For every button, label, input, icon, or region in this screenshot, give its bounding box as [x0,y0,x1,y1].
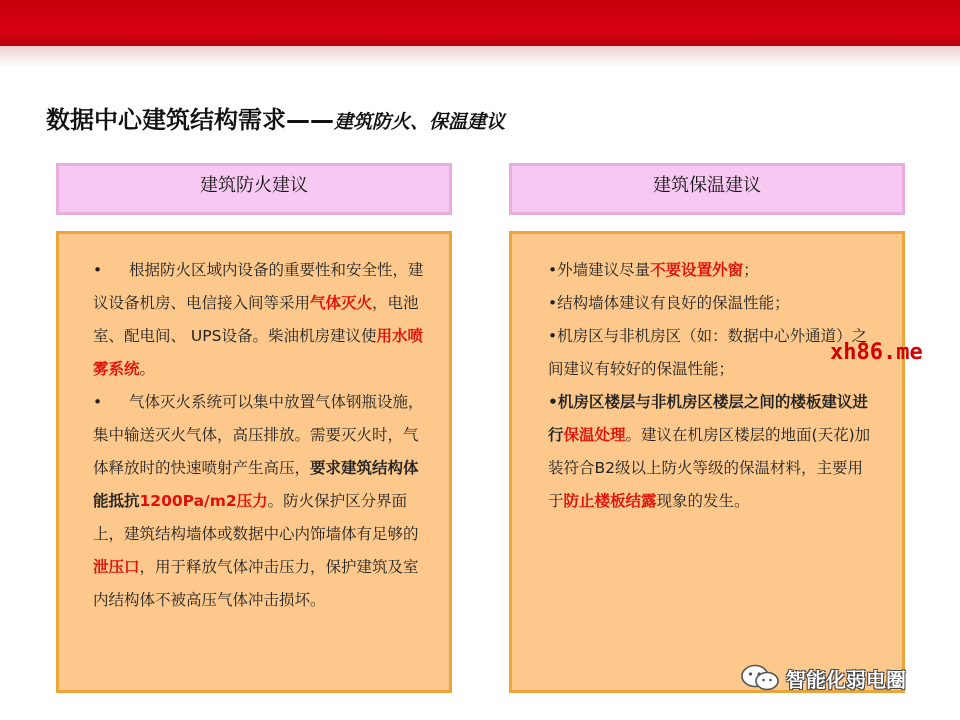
fire-bullet-2-text-c: ，用于释放气体冲击压力，保护建筑及室内结构体不被高压气体冲击损坏。 [93,558,419,609]
insulation-item-4 [548,386,878,518]
fire-bullet-2-highlight-pressure: 1200Pa/m2压力 [139,492,268,510]
fire-bullet-1 [93,254,429,386]
fire-bullet-2-highlight-vent: 泄压口 [93,558,140,576]
bullet-icon: • [93,261,103,279]
watermark-text: xh86.me [830,340,923,365]
wechat-account-name: 智能化弱电圈 [786,667,906,692]
fire-protection-content [56,231,452,693]
insulation-item-2 [548,287,878,320]
wechat-account-badge [740,662,906,694]
fire-bullet-1-text-b: ，电池室、配电间、 UPS设备。柴油机房建议使 [93,294,419,345]
insulation-item-4-highlight-treatment: 保温处理 [563,426,626,444]
insulation-item-4-end: 现象的发生。 [656,492,750,510]
insulation-item-1-text: •外墙建议尽量 [548,261,651,279]
fire-bullet-1-text-c: 。 [139,360,156,378]
insulation-item-4-highlight-condensation: 防止楼板结露 [563,492,657,510]
insulation-item-4-strong: •机房区楼层与非机房区楼层之间的楼板建议进行 [548,393,868,444]
insulation-item-2-text: •结构墙体建议有良好的保温性能； [548,294,790,312]
insulation-item-3 [548,320,878,386]
insulation-content [509,231,905,693]
slide-title-main: 数据中心建筑结构需求—— [46,106,334,134]
fire-bullet-1-highlight-water: 用水喷雾系统 [93,327,423,378]
slide-title-subtitle: 建筑防火、保温建议 [334,111,506,133]
fire-bullet-2-text-a: 气体灭火系统可以集中放置气体钢瓶设施，集中输送灭火气体，高压排放。需要灭火时，气体释放时的快速喷射产生高压， [93,393,424,477]
insulation-item-1-end: ； [743,261,759,279]
fire-bullet-2 [93,386,429,617]
insulation-item-1-highlight: 不要设置外窗 [650,261,744,279]
fire-bullet-1-text-a: 根据防火区域内设备的重要性和安全性，建议设备机房、电信接入间等采用 [93,261,424,312]
top-red-band [0,0,960,46]
wechat-icon [740,663,780,693]
fire-protection-header: 建筑防火建议 [56,163,452,215]
slide-title [46,104,505,138]
fire-bullet-2-strong: 要求建筑结构体能抵抗 [93,459,419,510]
insulation-item-1 [548,254,878,287]
fire-bullet-1-highlight-gas: 气体灭火 [310,294,373,312]
fire-bullet-2-text-b: 。防火保护区分界面上，建筑结构墙体或数据中心内饰墙体有足够的 [93,492,419,543]
insulation-header: 建筑保温建议 [509,163,905,215]
bullet-icon: • [93,393,103,411]
top-band-shadow [0,46,960,68]
insulation-item-4-text: 。建议在机房区楼层的地面(天花)加装符合B2级以上防火等级的保温材料，主要用于 [548,426,871,510]
insulation-item-3-text: •机房区与非机房区（如：数据中心外通道）之间建议有较好的保温性能； [548,327,868,378]
